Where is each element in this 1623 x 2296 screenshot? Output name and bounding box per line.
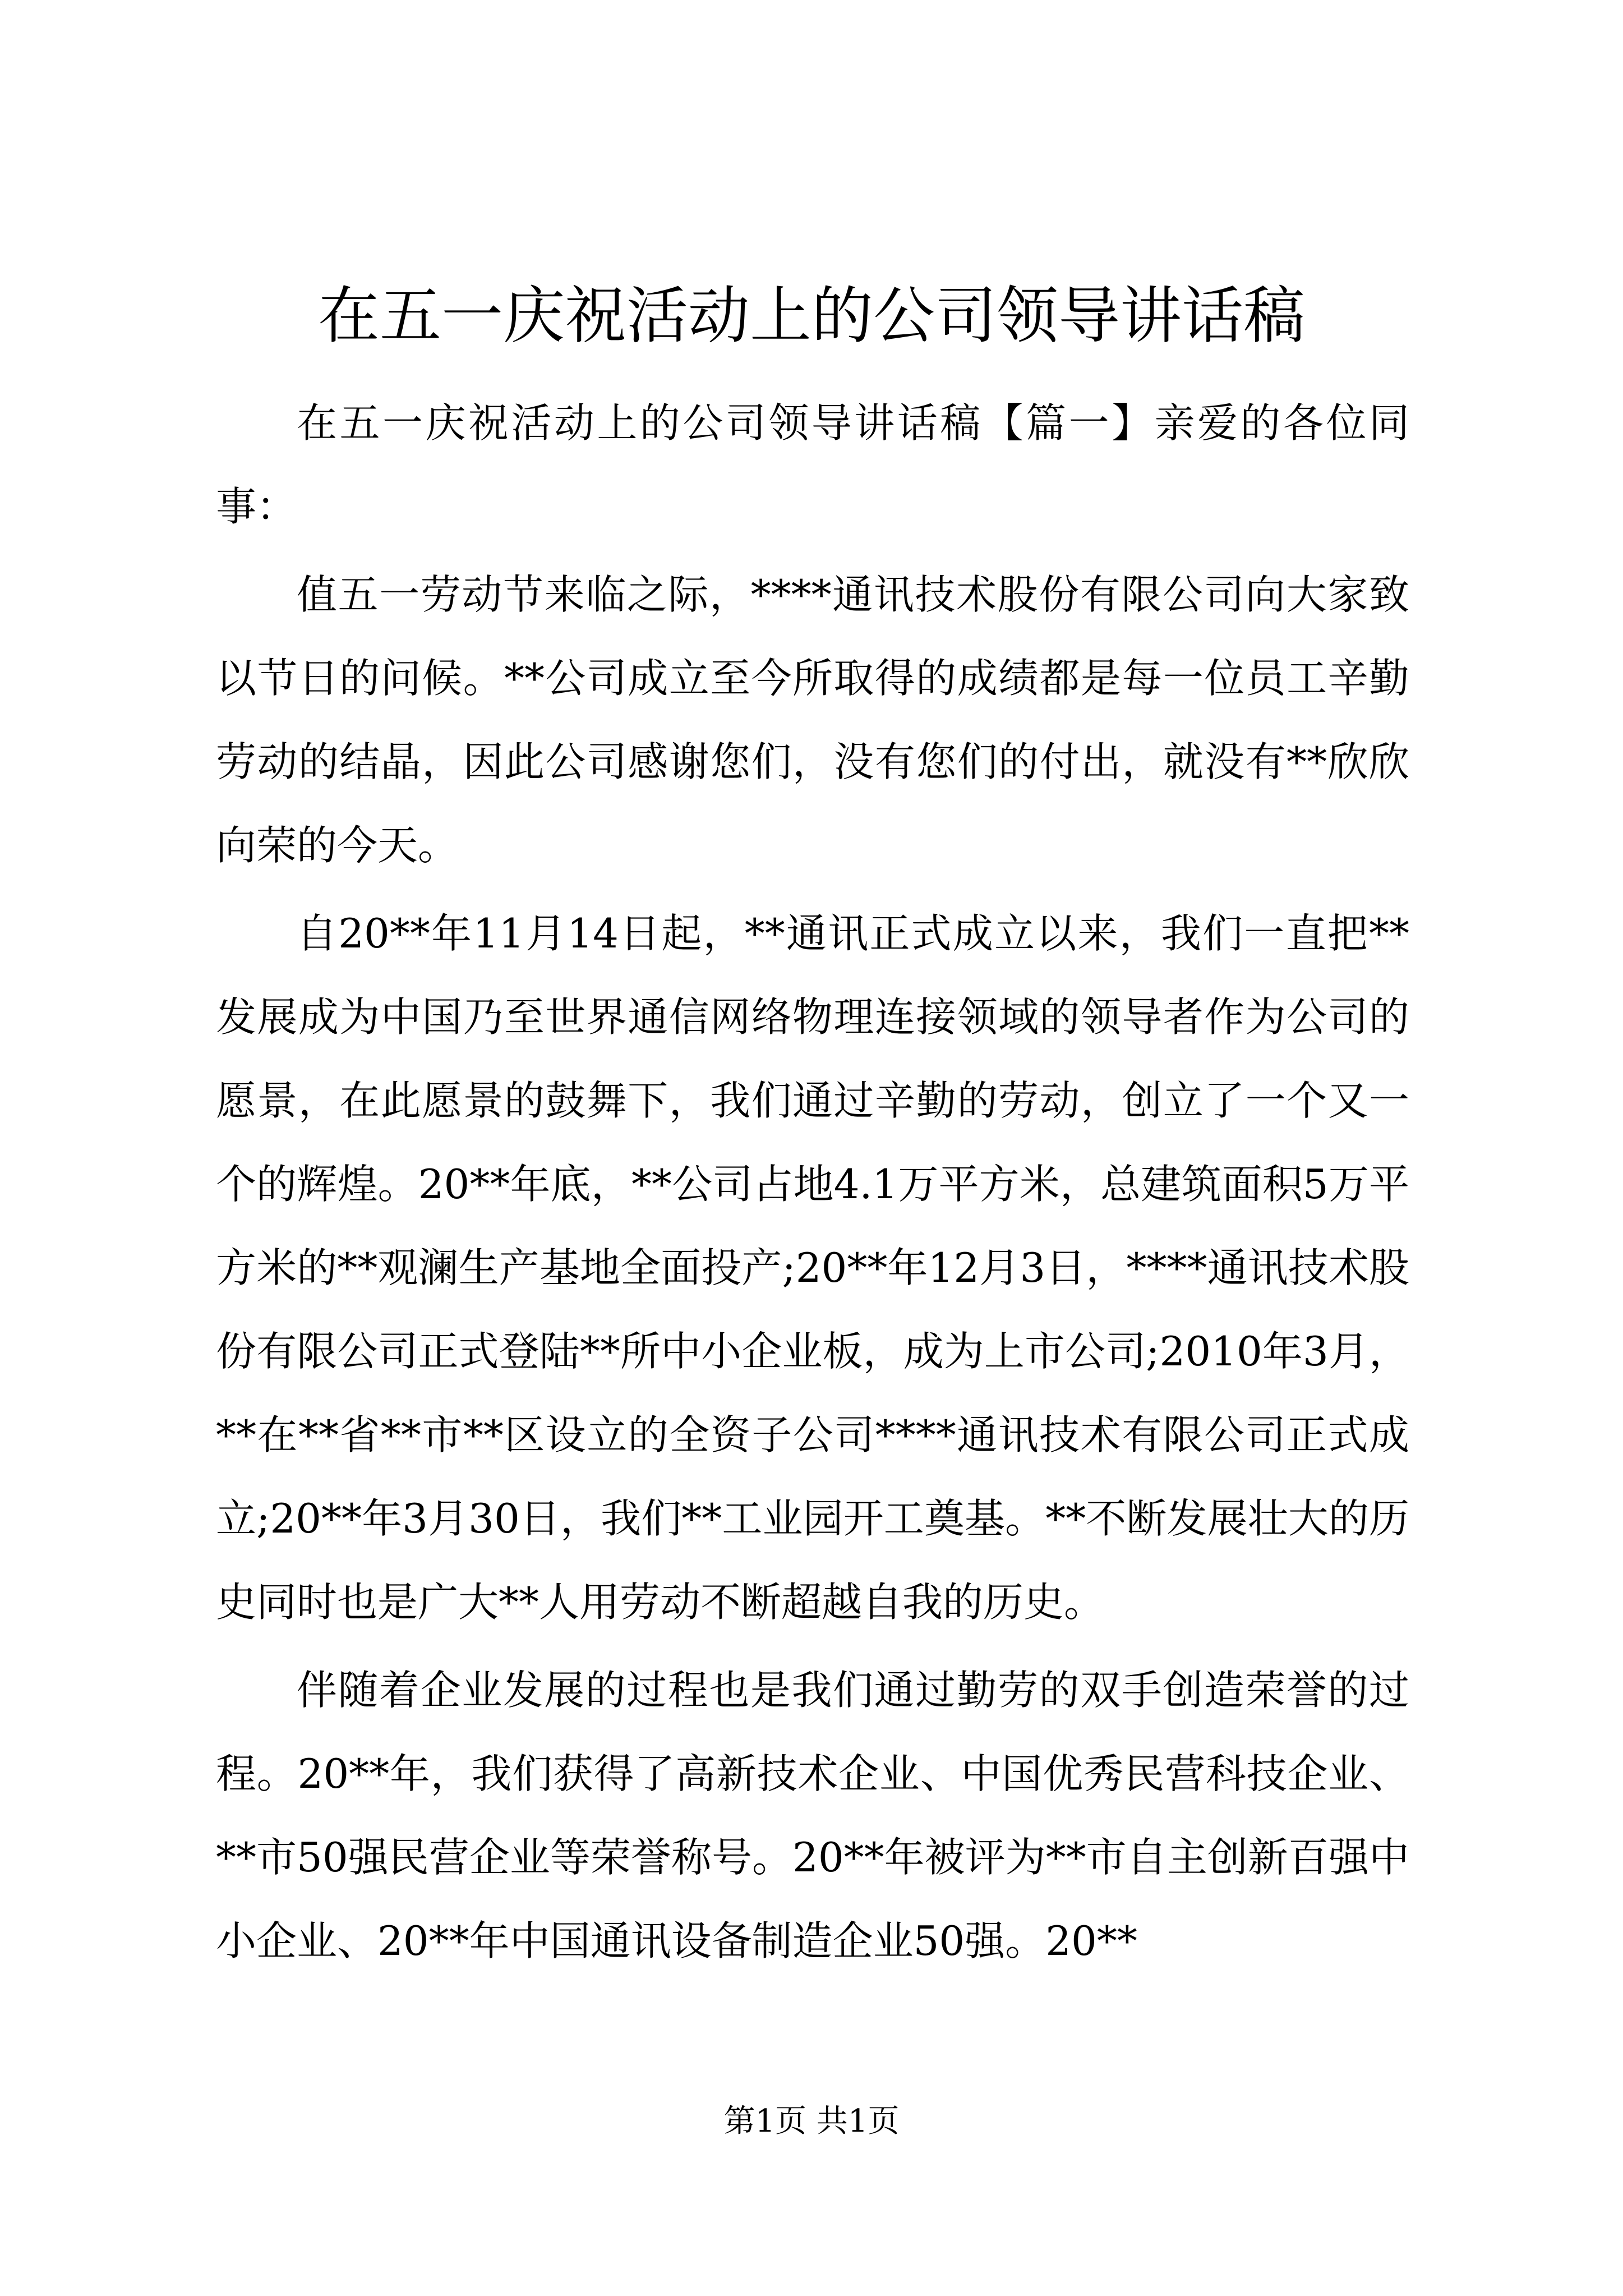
paragraph-honors: 伴随着企业发展的过程也是我们通过勤劳的双手创造荣誉的过程。20**年，我们获得了高新技术企业、中国优秀民营科技企业、**市50强民营企业等荣誉称号。20**年被评为**市自主创新百强中小企业、20**年中国通讯设备制造企业50强。20** [216,1667,1409,1964]
paragraph-holiday-greeting: 值五一劳动节来临之际，****通讯技术股份有限公司向大家致以节日的问候。**公司成立至今所取得的成绩都是每一位员工辛勤劳动的结晶，因此公司感谢您们，没有您们的付出，就没有**欣欣向荣的今天。 [216,571,1409,869]
document-body [216,381,1409,1983]
paragraph-company-history: 自20**年11月14日起，**通讯正式成立以来，我们一直把**发展成为中国乃至世界通信网络物理连接领域的领导者作为公司的愿景，在此愿景的鼓舞下，我们通过辛勤的劳动，创立了一个又一个的辉煌。20**年底，**公司占地4.1万平方米，总建筑面积5万平方米的**观澜生产基地全面投产;20**年12月3日，****通讯技术股份有限公司正式登陆**所中小企业板，成为上市公司;2010年3月，**在**省**市**区设立的全资子公司****通讯技术有限公司正式成立;20**年3月30日，我们**工业园开工奠基。**不断发展壮大的历史同时也是广大**人用劳动不断超越自我的历史。 [216,910,1409,1626]
document-title: 在五一庆祝活动上的公司领导讲话稿 [318,280,1305,352]
paragraph-greeting: 在五一庆祝活动上的公司领导讲话稿【篇一】亲爱的各位同事： [216,399,1409,530]
page-footer: 第1页 共1页 [723,2103,900,2139]
